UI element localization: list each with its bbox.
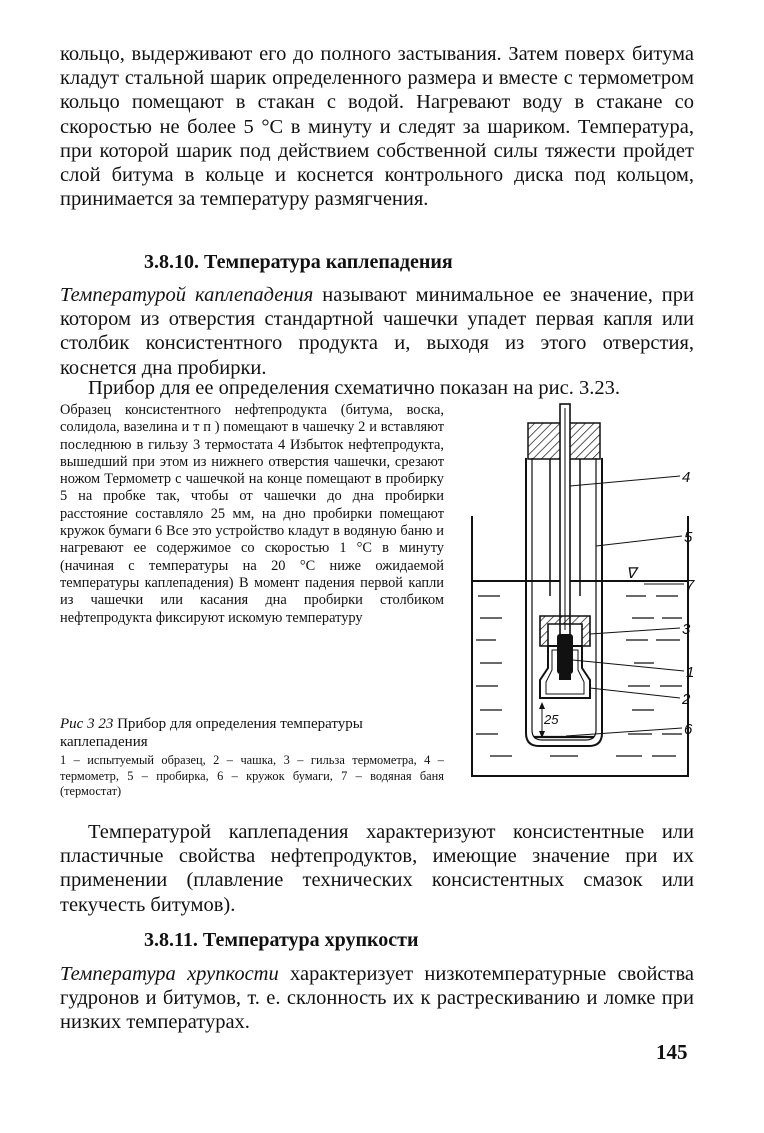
definition-term: Температурой каплепадения [60,284,314,306]
label-5: 5 [684,529,693,546]
drop-point-apparatus-figure [466,398,706,778]
label-2: 2 [682,691,691,708]
label-4: 4 [682,469,691,486]
label-6: 6 [684,721,693,738]
device-sentence: Прибор для ее определения схематично показан на рис. 3.23. [88,377,620,399]
water-level-mark: ∇ [626,565,637,582]
brittleness-term: Температура хрупкости [60,963,279,985]
figure-caption [60,715,444,751]
definition-text: называют минимальное ее значение, при котором из отверстия стандартной чашечки упадет первая капля или столбик консистентного продукта и, выходя из этого отверстия, коснется дна пробирки. [60,284,694,379]
summary-paragraph: Температурой каплепадения характеризуют консистентные или пластичные свойства нефтепродуктов, имеющие значение при их применении (плавление технических консистентных смазок или текучесть битумов). [60,821,694,916]
procedure-text: Образец консистентного нефтепродукта (битума, воска, солидола, вазелина и т п ) помещают в чашечку 2 и вставляют последнюю в гильзу 3 термостата 4 Избыток нефтепродукта, вышедший при этом из нижнего отверстия чашечки, срезают ножом Термометр с чашечкой на конце помещают в пробирку 5 на пробке так, чтобы от чашечки до дна пробирки расстояние составляло 25 мм, на дно пробирки помещают кружок бумаги 6 Все это устройство кладут в водяную баню и нагревают ее содержимое со скоростью 1 °С в минуту (начиная с температуры на 20 °С ниже ожидаемой температуры каплепадения) В момент падения первой капли из чашечки или касания дна пробирки столбиком нефтепродукта фиксируют искомую температуру [60,402,444,626]
label-7: 7 [686,577,695,594]
label-3: 3 [682,621,691,638]
section-heading-3-8-10: 3.8.10. Температура каплепадения [144,251,453,273]
definition-paragraph [60,283,694,380]
brittleness-paragraph [60,962,694,1035]
label-1: 1 [686,664,695,681]
page-number: 145 [656,1040,688,1064]
section-heading-3-8-11: 3.8.11. Температура хрупкости [144,929,419,951]
test-sample [557,634,573,674]
figure-caption-label: Рис 3 23 [60,716,114,732]
figure-legend: 1 – испытуемый образец, 2 – чашка, 3 – гильза термометра, 4 – термометр, 5 – пробирка, 6 – кружок бумаги, 7 – водяная баня (термостат) [60,753,444,798]
dimension-label: 25 [544,712,559,727]
figure-caption-title: Прибор для определения температуры каплепадения [60,716,363,750]
brittleness-text: характеризует низкотемпературные свойства гудронов и битумов, т. е. склонность их к растрескиванию и ломке при низких температурах. [60,963,694,1034]
intro-paragraph: кольцо, выдерживают его до полного застывания. Затем поверх битума кладут стальной шарик определенного размера и вместе с термометром кольцо помещают в стакан с водой. Нагревают воду в стакане со скоростью не более 5 °С в минуту и следят за шариком. Температура, при которой шарик под действием собственной силы тяжести пройдет слой битума в кольце и коснется контрольного диска под кольцом, принимается за температуру размягчения. [60,43,694,211]
